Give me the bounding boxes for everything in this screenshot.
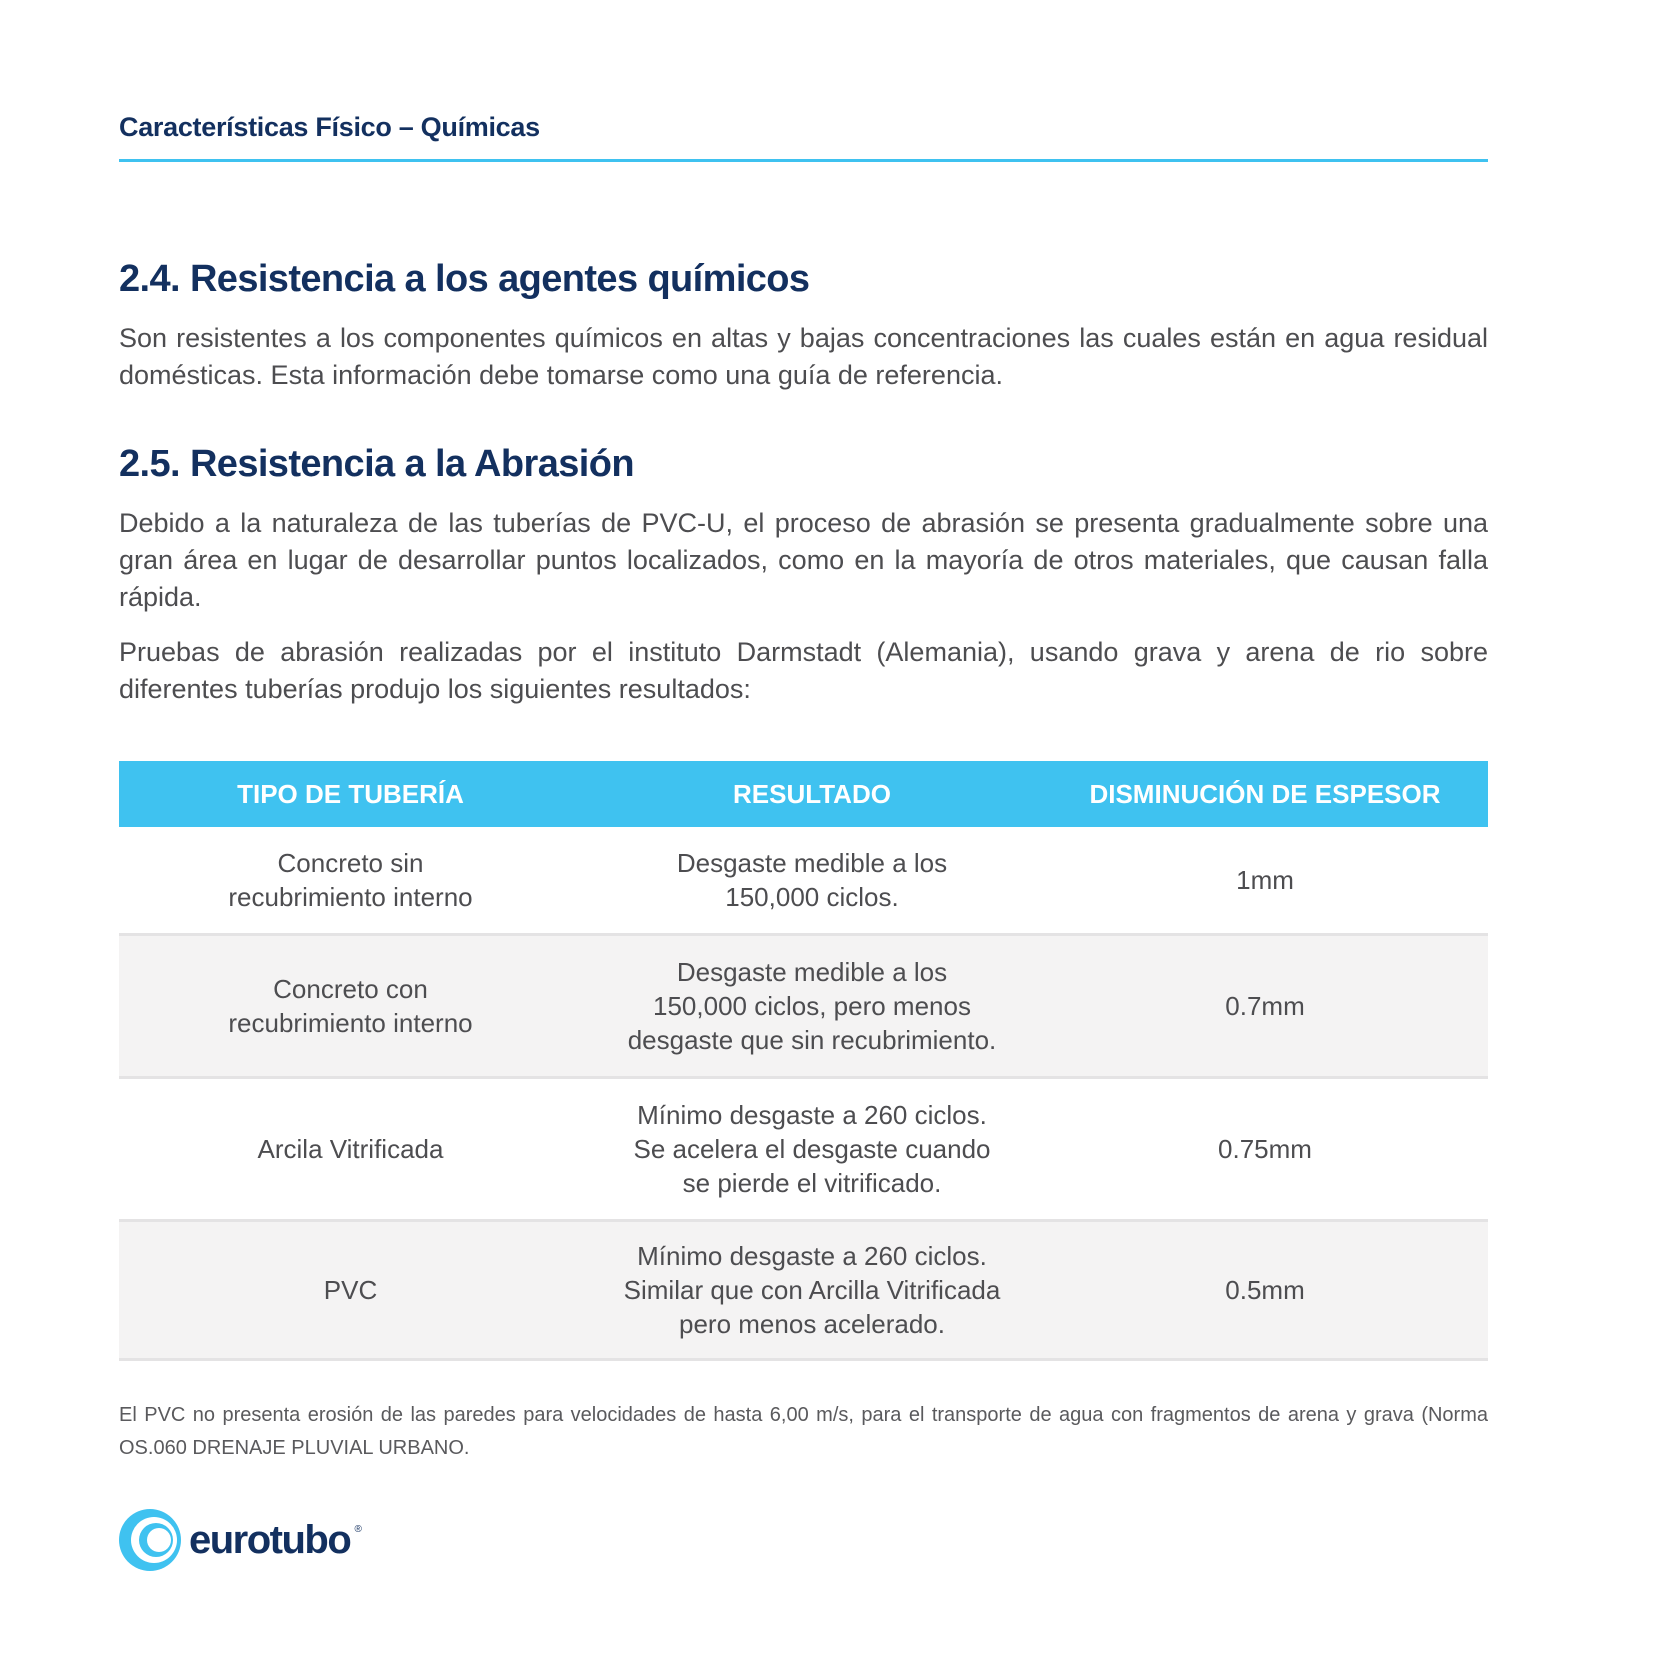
cell-text: PVC xyxy=(323,1275,378,1305)
page-header xyxy=(119,112,1488,162)
abrasion-results-table xyxy=(119,761,1488,1361)
logo-text: eurotubo xyxy=(189,1517,351,1562)
cell-tipo xyxy=(119,1078,582,1221)
cell-tipo xyxy=(119,827,582,935)
cell-text: Mínimo desgaste a 260 ciclos. Similar que con Arcilla Vitrificada pero menos acelerado. xyxy=(623,1241,1001,1339)
table-row xyxy=(119,827,1488,935)
section-title: 2.5. Resistencia a la Abrasión xyxy=(119,443,634,485)
table-row xyxy=(119,935,1488,1078)
cell-text: 1mm xyxy=(1236,865,1294,895)
cell-disminucion xyxy=(1042,827,1488,935)
cell-disminucion xyxy=(1042,1078,1488,1221)
section-paragraph-1: Debido a la naturaleza de las tuberías de PVC-U, el proceso de abrasión se presenta gradualmente sobre una gran área en lugar de desarrollar puntos localizados, como en la mayoría de otros materiales, que causan falla rápida. xyxy=(119,508,1488,612)
cell-resultado xyxy=(582,935,1042,1078)
table-header-row xyxy=(119,761,1488,827)
cell-resultado xyxy=(582,827,1042,935)
page-header-title: Características Físico – Químicas xyxy=(119,112,540,142)
section-abrasion-resistance xyxy=(119,443,1488,708)
cell-text: Mínimo desgaste a 260 ciclos. Se acelera el desgaste cuando se pierde el vitrificado. xyxy=(633,1100,991,1198)
section-body: Son resistentes a los componentes químicos en altas y bajas concentraciones las cuales están en agua residual domésticas. Esta información debe tomarse como una guía de referencia. xyxy=(119,323,1488,390)
header-divider xyxy=(119,159,1488,162)
section-paragraph-2: Pruebas de abrasión realizadas por el instituto Darmstadt (Alemania), usando grava y arena de rio sobre diferentes tuberías produjo los siguientes resultados: xyxy=(119,637,1488,704)
table-row xyxy=(119,1221,1488,1360)
section-chemical-resistance xyxy=(119,258,1488,394)
eurotubo-logo xyxy=(117,1507,361,1573)
cell-text: 0.5mm xyxy=(1225,1275,1305,1305)
registered-mark: ® xyxy=(354,1523,361,1535)
section-title: 2.4. Resistencia a los agentes químicos xyxy=(119,258,810,300)
footnote: El PVC no presenta erosión de las paredes para velocidades de hasta 6,00 m/s, para el transporte de agua con fragmentos de arena y grava (Norma OS.060 DRENAJE PLUVIAL URBANO. xyxy=(119,1404,1488,1459)
cell-resultado xyxy=(582,1078,1042,1221)
table-row xyxy=(119,1078,1488,1221)
swirl-logo-icon xyxy=(117,1507,183,1573)
cell-text: Concreto sin recubrimiento interno xyxy=(228,848,473,912)
cell-text: Concreto con recubrimiento interno xyxy=(228,974,473,1038)
cell-tipo xyxy=(119,1221,582,1360)
cell-text: Desgaste medible a los 150,000 ciclos. xyxy=(676,848,948,912)
cell-text: Desgaste medible a los 150,000 ciclos, pero menos desgaste que sin recubrimiento. xyxy=(627,957,997,1055)
column-header-disminucion: DISMINUCIÓN DE ESPESOR xyxy=(1042,761,1488,827)
cell-text: Arcila Vitrificada xyxy=(257,1134,444,1164)
cell-tipo xyxy=(119,935,582,1078)
cell-resultado xyxy=(582,1221,1042,1360)
cell-disminucion xyxy=(1042,935,1488,1078)
cell-text: 0.75mm xyxy=(1218,1134,1312,1164)
column-header-resultado: RESULTADO xyxy=(582,761,1042,827)
logo-wordmark xyxy=(189,1517,361,1563)
cell-disminucion xyxy=(1042,1221,1488,1360)
cell-text: 0.7mm xyxy=(1225,991,1305,1021)
column-header-tipo: TIPO DE TUBERÍA xyxy=(119,761,582,827)
